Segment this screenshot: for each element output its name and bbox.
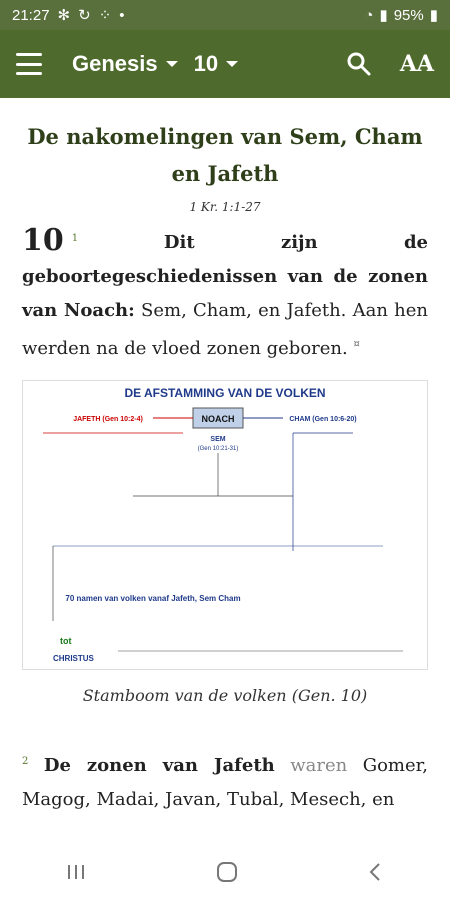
- wifi-icon: ◔: [364, 6, 374, 24]
- signal-icon: ▮: [379, 7, 388, 24]
- sem-label: SEM: [210, 436, 226, 443]
- chapter-content[interactable]: [0, 98, 450, 848]
- japheth-label: JAFETH (Gen 10:2-4): [73, 416, 143, 423]
- names-note: 70 namen van volken vanaf Jafeth, Sem Cham: [65, 594, 241, 603]
- menu-icon[interactable]: [16, 53, 42, 75]
- family-tree-image[interactable]: [22, 380, 428, 670]
- chapter-number: 10: [193, 51, 219, 76]
- apps-icon: ⁘: [98, 7, 112, 24]
- verse-text: Gomer, Magog, Madai, Javan, Tubal, Mesech, en: [22, 755, 428, 810]
- cross-reference[interactable]: 1 Kr. 1:1-27: [189, 200, 261, 214]
- tot-label: tot: [60, 636, 72, 646]
- recents-icon[interactable]: [64, 862, 88, 886]
- section-heading: De nakomelingen van Sem, Cham en Jafeth: [27, 124, 423, 186]
- sem-ref: (Gen 10:21-31): [197, 446, 239, 452]
- chevron-down-icon: [166, 61, 178, 67]
- figure-title: DE AFSTAMMING VAN DE VOLKEN: [124, 386, 326, 400]
- verse-2: [22, 745, 428, 817]
- verse-italic-word: waren: [290, 755, 348, 776]
- verse-bold-text: De zonen van Jafeth: [43, 755, 275, 776]
- clock: 21:27: [12, 6, 50, 24]
- christus-label: CHRISTUS: [53, 654, 94, 663]
- chapter-selector[interactable]: [194, 51, 238, 77]
- back-icon[interactable]: [366, 861, 386, 887]
- noach-label: NOACH: [201, 414, 235, 424]
- text-size-button[interactable]: AA: [399, 51, 434, 77]
- battery-level: 95%: [393, 6, 424, 24]
- chapter-number-large: 10: [22, 223, 64, 258]
- sync-icon: ↻: [78, 7, 91, 24]
- system-nav-bar: [0, 848, 450, 900]
- book-name: Genesis: [72, 51, 158, 76]
- status-bar: [0, 0, 450, 30]
- verse-number: 1: [71, 233, 79, 244]
- footnote-marker[interactable]: ¤: [353, 339, 360, 350]
- figure-caption: Stamboom van de volken (Gen. 10): [82, 686, 368, 705]
- status-right: [364, 6, 438, 24]
- verse-1: [22, 222, 428, 366]
- family-tree-diagram: [23, 381, 427, 669]
- status-left: [12, 6, 125, 24]
- app-bar: [0, 30, 450, 98]
- verse-text: Sem, Cham, en Jafeth. Aan hen werden na de vloed zonen geboren.: [22, 300, 428, 359]
- book-selector[interactable]: [72, 51, 178, 77]
- verse-bold-text: Dit zijn de geboortegeschiedenissen van de zonen van Noach:: [22, 232, 428, 321]
- notification-icon: ✻: [57, 7, 71, 24]
- chevron-down-icon: [226, 61, 238, 67]
- dot-icon: •: [119, 6, 125, 24]
- search-icon[interactable]: [346, 51, 372, 77]
- home-icon[interactable]: [215, 860, 239, 888]
- battery-icon: ▮: [429, 7, 438, 24]
- verse-number: 2: [22, 756, 29, 767]
- cham-label: CHAM (Gen 10:6-20): [289, 416, 357, 423]
